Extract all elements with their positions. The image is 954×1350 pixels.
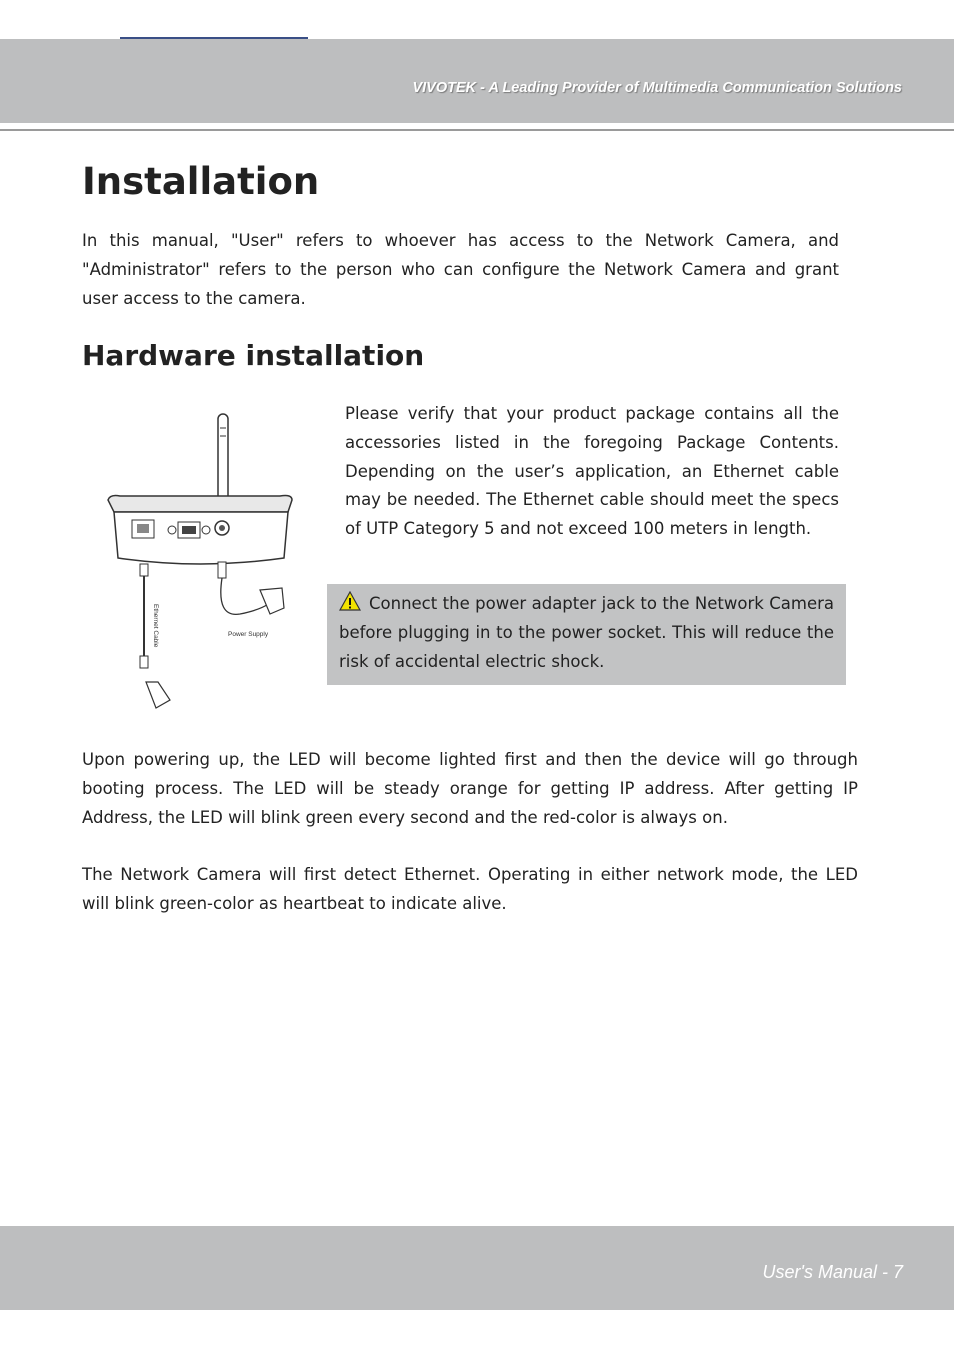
page-number: User's Manual - 7 (762, 1262, 903, 1282)
figure-label-power: Power Supply (228, 631, 269, 638)
warning-text: Connect the power adapter jack to the Network Camera before plugging in to the power socket. This will reduce the risk of accidental electric shock. (339, 594, 834, 671)
intro-paragraph: In this manual, "User" refers to whoever has access to the Network Camera, and "Administrator" refers to the person who can configure the Network Camera and grant user access to the camera. (82, 231, 839, 308)
header-divider (0, 129, 954, 131)
led-paragraph: Upon powering up, the LED will become lighted first and then the device will go through booting process. The LED will be steady orange for getting IP address. After getting IP Address, the LED will blink green every second and the red-color is always on. (82, 750, 858, 827)
warning-box (327, 584, 846, 685)
page-title: Installation (82, 160, 320, 203)
section-heading-hardware: Hardware installation (82, 339, 425, 372)
warning-icon (339, 591, 361, 611)
network-paragraph: The Network Camera will first detect Ethernet. Operating in either network mode, the LED will blink green-color as heartbeat to indicate alive. (82, 865, 858, 913)
warning-paragraph (339, 590, 834, 676)
header-tagline: VIVOTEK - A Leading Provider of Multimedia Communication Solutions (412, 80, 902, 96)
figure-label-ethernet: Ethernet Cable (152, 604, 159, 648)
verify-paragraph: Please verify that your product package contains all the accessories listed in the foregoing Package Contents. Depending on the user’s application, an Ethernet cable may be needed. The Ethernet cable should meet the specs of UTP Category 5 and not exceed 100 meters in length. (345, 404, 839, 539)
camera-back-panel-illustration (100, 408, 300, 718)
